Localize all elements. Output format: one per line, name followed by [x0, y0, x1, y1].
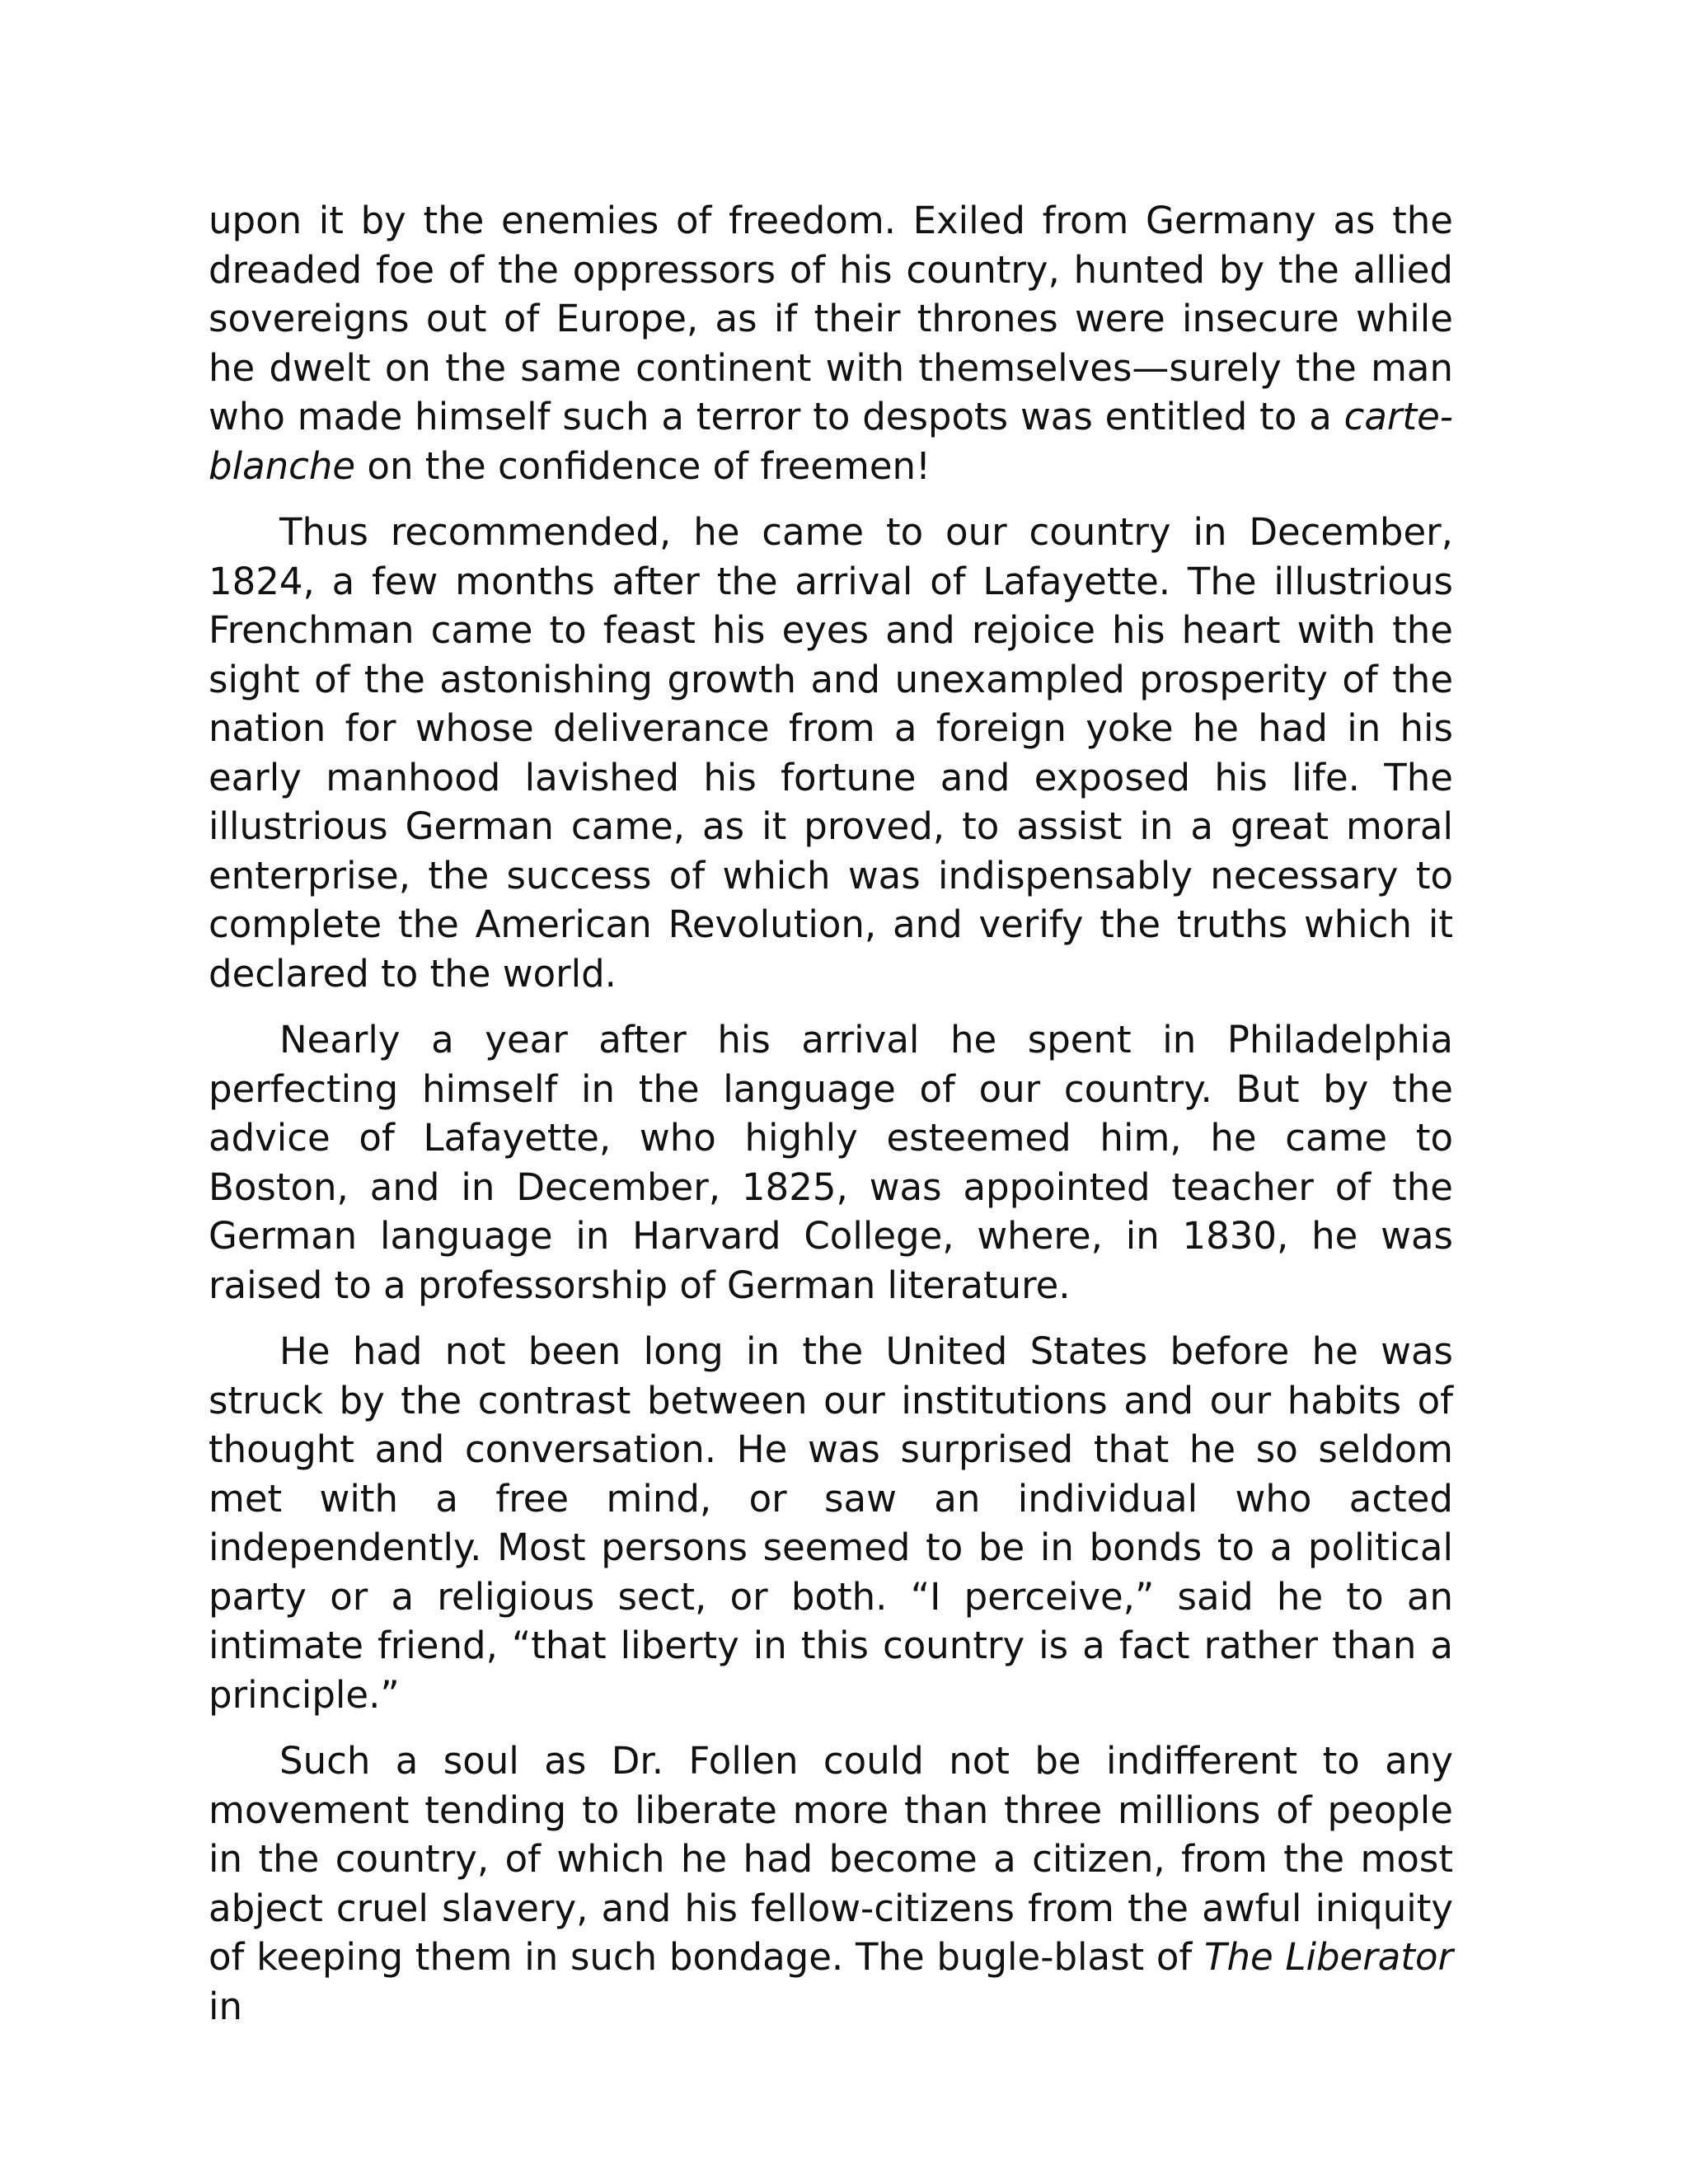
italic-text: The Liberator	[1204, 1935, 1453, 1979]
paragraph-2	[209, 508, 1453, 998]
paragraph-1	[209, 196, 1453, 490]
paragraph-3	[209, 1015, 1453, 1310]
text-run: Such a soul as Dr. Follen could not be indifferent to any movement tending to liberate more than three millions of people in the country, of which he had become a citizen, from the most abject cruel slavery, and his fellow-citizens from the awful iniquity of keeping them in such bondage. The bugle-blast of	[209, 1739, 1453, 1979]
text-run: Nearly a year after his arrival he spent in Philadelphia perfecting himself in the language of our country. But by the advice of Lafayette, who highly esteemed him, he came to Boston, and in December, 1825, was appointed teacher of the German language in Harvard College, where, in 1830, he was raised to a professorship of German literature.	[209, 1018, 1453, 1307]
text-run: Thus recommended, he came to our country in December, 1824, a few months after the arrival of Lafayette. The illustrious Frenchman came to feast his eyes and rejoice his heart with the sight of the astonishing growth and unexampled prosperity of the nation for whose deliverance from a foreign yoke he had in his early manhood lavished his fortune and exposed his life. The illustrious German came, as it proved, to assist in a great moral enterprise, the success of which was indispensably necessary to complete the American Revolution, and verify the truths which it declared to the world.	[209, 510, 1453, 996]
paragraph-4	[209, 1327, 1453, 1719]
paragraph-5	[209, 1736, 1453, 2031]
document-page	[209, 196, 1453, 2048]
text-run: on the confidence of freemen!	[355, 443, 931, 488]
italic-text: carte-blanche	[209, 395, 1453, 488]
text-run: in	[209, 1984, 243, 2028]
text-run: He had not been long in the United States before he was struck by the contrast between our institutions and our habits of thought and conversation. He was surprised that he so seldom met with a free mind, or saw an individual who acted independently. Most persons seemed to be in bonds to a political party or a religious sect, or both. “I perceive,” said he to an intimate friend, “that liberty in this country is a fact rather than a principle.”	[209, 1329, 1453, 1717]
text-run: upon it by the enemies of freedom. Exiled from Germany as the dreaded foe of the oppressors of his country, hunted by the allied sovereigns out of Europe, as if their thrones were insecure while he dwelt on the same continent with themselves—surely the man who made himself such a terror to despots was entitled to a	[209, 199, 1453, 438]
